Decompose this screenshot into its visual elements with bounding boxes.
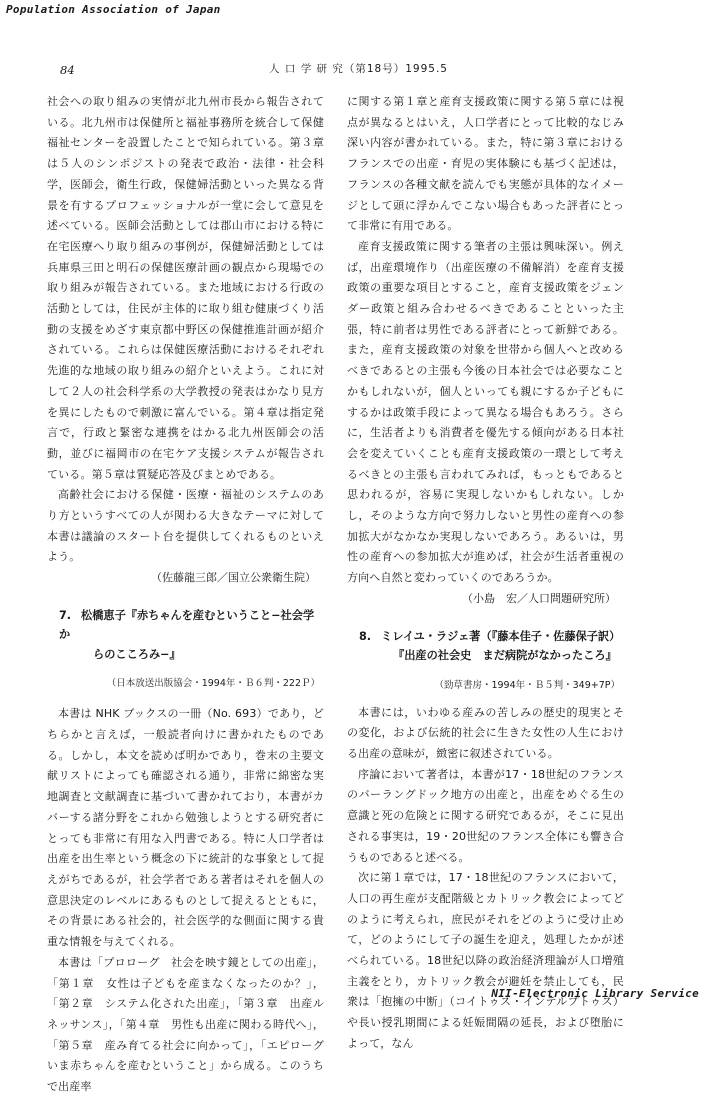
review-7-paragraph: 産育支援政策に関する筆者の主張は興味深い。例えば，出産環境作り（出産医療の不備解消）を産育支援政策の重要な項目とすること，産育支援政策をジェンダー政策と組み合わせるべきであることといった主張，特に前者は男性である評者にとって新鮮である。また，産育支援政策の対象を世帯から個人へと改めるべきであるとの主張も今後の日本社会では必要なことかもしれないが，個人といっても親にするか子どもにするかは政策手段によって異なる場合もあろう。さらに，生活者よりも消費者を優先する傾向がある日本社会を変えていくことも産育支援政策の一環として考えるべきとの主張も言われてみれば，もっともであると思われるが，容易に実現しないかもしれない。しかし，そのような方向で努力しないと男性の産育への参加拡大がなかなか実現しないであろう。あるいは，男性の産育への参加拡大が進めば，社会が生活者重視の方向へ自然と変わっていくのであろうか。 <box>347 239 624 585</box>
book-7-title-cont: らのこころみ−』 <box>93 647 181 661</box>
book-7-publication: （日本放送出版協会・1994年・Ｂ６判・222Ｐ） <box>106 678 320 690</box>
review-7-paragraph: 本書は NHK ブックスの一冊（No. 693）であり，どちらかと言えば，一般読者向けに書かれたものである。しかし，本文を読めば明かであり，巻末の主要文献リストによっても確認される通り，非常に綿密な実地調査と文献調査に基づいて書かれており，本書がカバーする諸分野をこれから勉強しようとする研究者にとっても非常に有用な入門書である。特に人口学者は出産を出生率という概念の下に統計的な事象として捉えがちであるが，社会学者である著者はそれを個人の意思決定のレベルにあるものとして捉えるとともに，その背景にある社会的，社会医学的な側面に関する貴重な情報を与えてくれる。 <box>47 707 324 949</box>
review-6-conclusion: 高齢社会における保健・医療・福祉のシステムのあり方というすべての人が関わる大きなテーマに対して本書は議論のスタート台を提供してくれるものといえよう。 <box>47 488 324 564</box>
right-column <box>347 92 624 1055</box>
review-8-paragraph: 次に第１章では，17・18世紀のフランスにおいて，人口の再生産が支配階級とカトリック教会によってどのように考えられ，庶民がそれをどのように受け止めて，どのようにして子の誕生を迎え，処理したかが述べられている。18世紀以降の政治経済理論が人口増殖主義をとり，カトリック教会が避妊を禁止しても，民衆は「抱擁の中断」（コイトゥス・インテルプトゥス）や長い授乳期間による妊娠間隔の延長，および堕胎によって，なん <box>347 871 624 1050</box>
book-7-number: 7. <box>59 608 72 622</box>
book-8-title-cont: 『出産の社会史 まだ病院がなかったころ』 <box>393 649 617 663</box>
book-8-number: 8. <box>359 629 372 643</box>
book-7-title: 松橋恵子『赤ちゃんを産むということ−社会学か <box>59 608 315 642</box>
review-7-paragraph: に関する第１章と産育支援政策に関する第５章には視点が異なるとはいえ，人口学者にとって比較的なじみ深い内容が書かれている。また，特に第３章におけるフランスでの出産・育児の実体験にも基づく記述は，フランスの各種文献を読んでも実態が具体的なイメージとして頭に浮かんでこない場合もあった評者にとって非常に有用である。 <box>347 95 624 233</box>
library-footer: NII-Electronic Library Service <box>491 987 699 1000</box>
review-6-body-end: 社会への取り組みの実情が北九州市長から報告されている。北九州市は保健所と福祉事務所を統合して保健福祉センターを設置したことで知られている。第３章は５人のシンポジストの発表で政治・法律・社会科学，医師会，衛生行政，保健婦活動といった異なる背景を有するプロフェッショナルが一堂に会して意見を述べている。医師会活動としては郡山市における特に在宅医療へり取り組みの事例が，保健婦活動としては兵庫県三田と明石の保健医療計画の観点から現場での取り組みが報告されている。また地域における行政の活動としては，住民が主体的に取り組む健康づくり活動の支援をめざす東京都中野区の保健推進計画が紹介されている。これらは保健医療活動におけるそれぞれ先進的な地域の取り組みの紹介といえよう。これに対して２人の社会科学系の大学教授の発表はかなり見方を異にしたもので刺激に富んでいる。第４章は指定発言で，行政と緊密な連携をはかる北九州医師会の活動，並びに福岡市の在宅ケア支援システムが報告されている。第５章は質疑応答及びまとめである。 <box>47 95 324 481</box>
organization-header: Population Association of Japan <box>6 3 221 16</box>
book-8-heading <box>347 627 624 666</box>
left-column <box>47 92 336 1098</box>
book-7-heading <box>47 606 324 665</box>
running-title: 人 口 学 研 究（第18号）1995.5 <box>269 63 448 75</box>
book-8-publication: （勁草書房・1994年・Ｂ５判・349+7P） <box>434 679 620 691</box>
reviewer-signature: （佐藤龍三郎／国立公衆衛生院） <box>151 571 316 585</box>
book-8-title: ミレイユ・ラジェ著（『藤本佳子・佐藤保子訳） <box>381 629 621 643</box>
review-8-paragraph: 序論において著者は，本書が17・18世紀のフランスのバーラングドック地方の出産と，出産をめぐる生の意識と死の危険とに関する研究であるが，そこに見出される事実は，19・20世紀のフランス全体にも響き合うものであると述べる。 <box>347 767 624 864</box>
review-7-paragraph: 本書は「プロローグ 社会を映す鏡としての出産」，「第１章 女性は子どもを産まなくなったのか？」，「第２章 システム化された出産」，「第３章 出産ルネッサンス」，「第４章 男性も出産に関わる時代へ」，「第５章 産み育てる社会に向かって」，「エピローグ いま赤ちゃんを産むということ」から成る。このうちで出産率 <box>47 955 336 1094</box>
page-number: 84 <box>60 63 75 77</box>
review-8-paragraph: 本書には，いわゆる産みの苦しみの歴史的現実とその変化，および伝統的社会に生きた女性の人生における出産の意味が，緻密に叙述されている。 <box>347 705 624 760</box>
reviewer-signature: （小島 宏／人口問題研究所） <box>462 591 616 605</box>
